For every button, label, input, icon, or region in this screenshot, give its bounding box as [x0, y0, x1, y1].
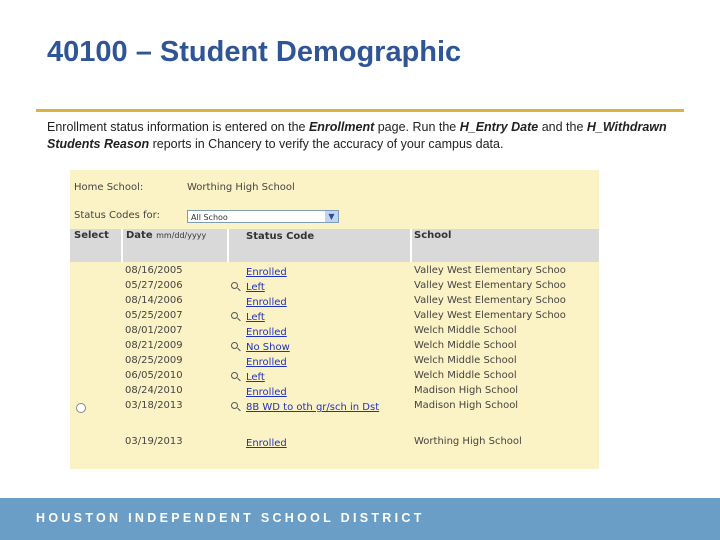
intro-text-part: reports in Chancery to verify the accuracy of your campus data. [149, 137, 504, 151]
footer-text: HOUSTON INDEPENDENT SCHOOL DISTRICT [36, 511, 425, 525]
magnifier-icon[interactable] [231, 372, 238, 379]
enrollment-screenshot [70, 170, 599, 469]
row-school: Valley West Elementary Schoo [414, 280, 566, 291]
status-code-link[interactable]: Enrolled [246, 327, 287, 338]
header-date-format: mm/dd/yyyy [156, 231, 207, 240]
row-school: Welch Middle School [414, 325, 517, 336]
header-select: Select [74, 230, 109, 241]
column-divider [121, 229, 123, 262]
home-school-value: Worthing High School [187, 182, 295, 193]
row-date: 05/27/2006 [125, 280, 183, 291]
magnifier-icon[interactable] [231, 402, 238, 409]
select-radio-button[interactable] [76, 403, 86, 413]
status-code-link[interactable]: Enrolled [246, 438, 287, 449]
status-code-link[interactable]: 8B WD to oth gr/sch in Dst [246, 402, 380, 413]
row-date: 03/18/2013 [125, 400, 183, 411]
title-divider [36, 109, 684, 112]
row-school: Valley West Elementary Schoo [414, 310, 566, 321]
row-date: 08/24/2010 [125, 385, 183, 396]
home-school-label: Home School: [74, 182, 144, 193]
intro-text-part: Enrollment status information is entered on the [47, 120, 309, 134]
magnifier-icon[interactable] [231, 312, 238, 319]
status-code-link[interactable]: No Show [246, 342, 290, 353]
row-school: Worthing High School [414, 436, 522, 447]
row-date: 05/25/2007 [125, 310, 183, 321]
header-date-label: Date [126, 230, 153, 241]
header-date [126, 230, 206, 241]
intro-emphasis-withdrawn-reason: H_Withdrawn Students Reason [47, 120, 667, 151]
row-school: Valley West Elementary Schoo [414, 265, 566, 276]
status-code-link[interactable]: Enrolled [246, 387, 287, 398]
row-date: 08/01/2007 [125, 325, 183, 336]
column-divider [410, 229, 412, 262]
row-date: 06/05/2010 [125, 370, 183, 381]
status-code-link[interactable]: Enrolled [246, 357, 287, 368]
intro-text-part: page. Run the [374, 120, 460, 134]
magnifier-icon[interactable] [231, 282, 238, 289]
intro-text-part: and the [538, 120, 587, 134]
header-school: School [414, 230, 452, 241]
magnifier-icon[interactable] [231, 342, 238, 349]
intro-emphasis-entry-date: H_Entry Date [459, 120, 539, 134]
row-date: 08/14/2006 [125, 295, 183, 306]
row-date: 08/16/2005 [125, 265, 183, 276]
intro-text [47, 119, 687, 153]
slide-title: 40100 – Student Demographic [47, 36, 462, 68]
row-school: Madison High School [414, 400, 519, 411]
row-school: Welch Middle School [414, 355, 517, 366]
row-school: Valley West Elementary Schoo [414, 295, 566, 306]
status-codes-selected-value: All Schoo [191, 213, 228, 222]
footer-bar [0, 498, 720, 540]
column-divider [227, 229, 229, 262]
status-codes-label: Status Codes for: [74, 210, 160, 221]
status-code-link[interactable]: Enrolled [246, 267, 287, 278]
status-code-link[interactable]: Left [246, 282, 265, 293]
status-codes-select[interactable] [187, 210, 339, 223]
row-date: 08/25/2009 [125, 355, 183, 366]
row-school: Madison High School [414, 385, 519, 396]
header-status-code: Status Code [246, 231, 315, 242]
status-code-link[interactable]: Left [246, 372, 265, 383]
status-code-link[interactable]: Left [246, 312, 265, 323]
row-date: 08/21/2009 [125, 340, 183, 351]
row-school: Welch Middle School [414, 340, 517, 351]
chevron-down-icon[interactable]: ▼ [325, 211, 338, 222]
status-code-link[interactable]: Enrolled [246, 297, 287, 308]
row-school: Welch Middle School [414, 370, 517, 381]
intro-emphasis-enrollment: Enrollment [308, 120, 375, 134]
row-date: 03/19/2013 [125, 436, 183, 447]
